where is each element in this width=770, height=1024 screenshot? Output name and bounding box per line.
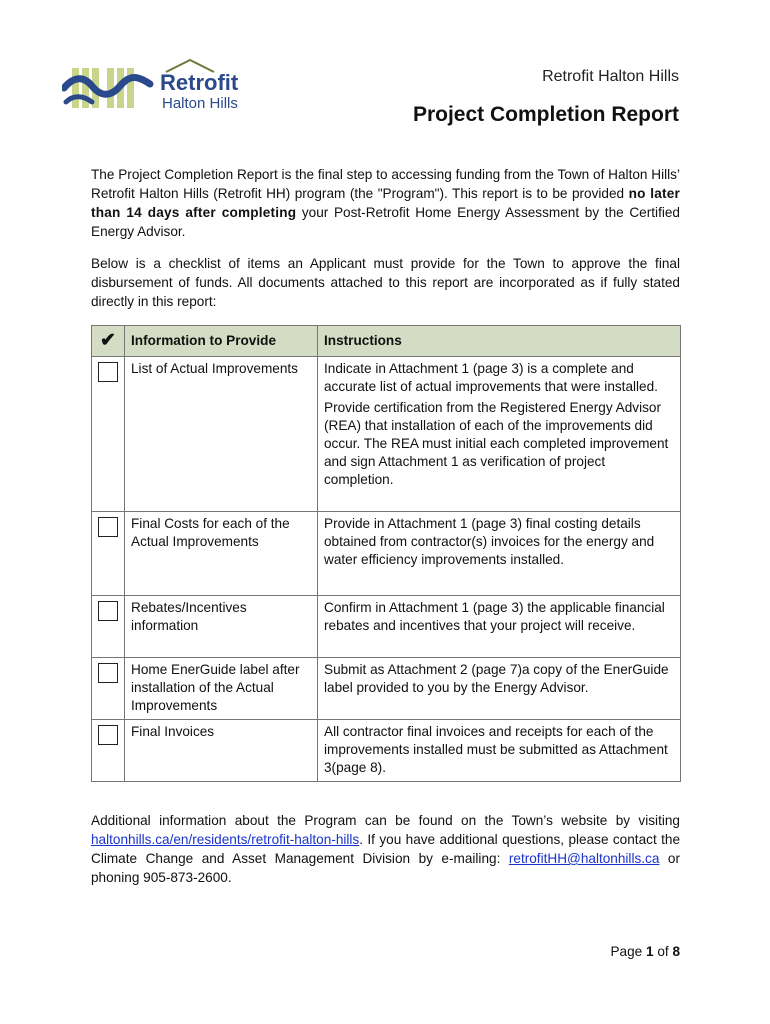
organization-name: Retrofit Halton Hills <box>542 68 679 85</box>
intro-text-a: The Project Completion Report is the final step to accessing funding from the Town of Halton Hills’ Retrofit Halton Hills (Retrofit HH) program (the "Program"). This report is to be provided <box>91 167 680 201</box>
instructions-cell: Submit as Attachment 2 (page 7)a copy of the EnerGuide label provided to you by the Energy Advisor. <box>318 658 681 720</box>
info-cell: Final Invoices <box>125 720 318 782</box>
total-pages: 8 <box>672 944 680 959</box>
page-label: Page <box>610 944 646 959</box>
info-cell: List of Actual Improvements <box>125 357 318 512</box>
table-row <box>92 512 681 596</box>
instructions-cell: Provide in Attachment 1 (page 3) final costing details obtained from contractor(s) invoices for the energy and water efficiency improvements installed. <box>318 512 681 596</box>
email-link[interactable]: retrofitHH@haltonhills.ca <box>508 851 660 866</box>
logo-word-halton-hills: Halton Hills <box>162 95 238 112</box>
page-of: of <box>653 944 673 959</box>
intro-text-b: your Post-Retrofit Home Energy Assessment by the Certified Energy Advisor. <box>91 205 680 239</box>
additional-info-text-a: Additional information about the Program can be found on the Town’s website by visiting <box>91 813 680 828</box>
instructions-cell: All contractor final invoices and receipts for each of the improvements installed must be submitted as Attachment 3(page 8). <box>318 720 681 782</box>
checklist-intro-paragraph: Below is a checklist of items an Applicant must provide for the Town to approve the final disbursement of funds. All documents attached to this report are incorporated as if fully stated directly in this report: <box>91 256 680 309</box>
table-header-row <box>92 326 681 357</box>
check-column-header <box>92 326 125 357</box>
table-row <box>92 596 681 658</box>
additional-info-paragraph <box>91 811 680 887</box>
instruction-text: Indicate in Attachment 1 (page 3) is a complete and accurate list of actual improvements that were installed. <box>324 361 658 394</box>
info-cell: Final Costs for each of the Actual Improvements <box>125 512 318 596</box>
instruction-text: Provide certification from the Registered Energy Advisor (REA) that installation of each of the improvements did occur. The REA must initial each completed improvement and sign Attachment 1 as verification of project completion. <box>324 400 669 487</box>
checkbox[interactable] <box>98 362 118 382</box>
instructions-cell: Confirm in Attachment 1 (page 3) the applicable financial rebates and incentives that your project will receive. <box>318 596 681 658</box>
retrofit-halton-hills-logo <box>62 58 247 118</box>
table-row <box>92 720 681 782</box>
checkbox[interactable] <box>98 517 118 537</box>
table-row <box>92 658 681 720</box>
checkbox[interactable] <box>98 601 118 621</box>
intro-paragraph <box>91 165 680 241</box>
intro-deadline-bold: no later than 14 days after completing <box>91 186 681 220</box>
current-page: 1 <box>645 944 654 959</box>
checkbox[interactable] <box>98 663 118 683</box>
instructions-cell <box>318 357 681 512</box>
page-number <box>610 944 680 959</box>
additional-info-text-c: or phoning 905-873-2600. <box>91 851 680 885</box>
info-cell: Rebates/Incentives information <box>125 596 318 658</box>
additional-info-text-b: . If you have additional questions, please contact the Climate Change and Asset Management Division by e-mailing: <box>91 832 680 866</box>
instructions-column-header: Instructions <box>318 326 681 357</box>
checklist-table <box>91 325 681 782</box>
info-column-header: Information to Provide <box>125 326 318 357</box>
info-cell: Home EnerGuide label after installation of the Actual Improvements <box>125 658 318 720</box>
checkmark-icon: ✔ <box>100 329 116 351</box>
table-row <box>92 357 681 512</box>
logo-graphic <box>62 58 247 118</box>
program-website-link[interactable]: haltonhills.ca/en/residents/retrofit-halton-hills <box>91 832 360 847</box>
checkbox[interactable] <box>98 725 118 745</box>
page-title: Project Completion Report <box>412 103 679 126</box>
logo-word-retrofit: Retrofit <box>160 70 239 95</box>
